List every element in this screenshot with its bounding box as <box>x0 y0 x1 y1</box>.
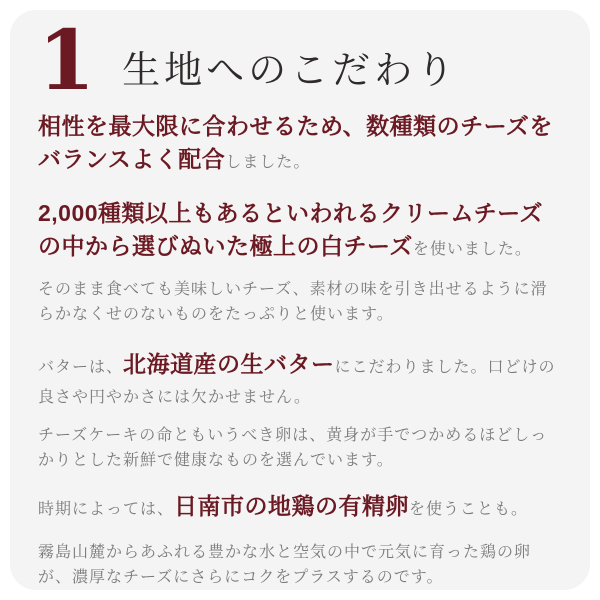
plain-text: バターは、 <box>38 359 124 376</box>
paragraph-fertilized-egg <box>38 491 564 525</box>
plain-text: そのまま食べても美味しいチーズ、素材の味を引き出せるように滑らかなくせのないものをたっぷりと使います。 <box>38 281 548 323</box>
plain-text: にこだわりました。口どけの良さや円やかさには欠かせません。 <box>38 359 556 406</box>
plain-text: しました。 <box>225 154 311 171</box>
paragraph-egg <box>38 423 564 473</box>
emphasis-text: 日南市の地鶏の有精卵 <box>174 493 410 519</box>
emphasis-text: 北海道産の生バター <box>123 351 335 377</box>
plain-text: 霧島山麓からあふれる豊かな水と空気の中で元気に育った鶏の卵が、濃厚なチーズにさらにコクをプラスするのです。 <box>38 544 532 586</box>
plain-text: を使いました。 <box>412 241 532 258</box>
plain-text: 時期によっては、 <box>38 501 175 518</box>
section-number: 1 <box>38 13 96 109</box>
feature-card <box>10 10 590 590</box>
paragraph-cream-cheese <box>38 197 564 266</box>
paragraph-butter <box>38 349 564 413</box>
paragraph-kirishima <box>38 540 564 590</box>
emphasis-text: 2,000種類以上もあるといわれるクリームチーズの中から選びぬいた極上の白チーズ <box>38 200 543 259</box>
plain-text: を使うことも。 <box>409 501 529 518</box>
paragraph-cheese-detail <box>38 277 564 327</box>
plain-text: チーズケーキの命ともいうべき卵は、黄身が手でつかめるほどしっかりとした新鮮で健康なものを選んでいます。 <box>38 427 548 469</box>
section-header <box>38 13 564 109</box>
emphasis-text: 相性を最大限に合わせるため、数種類のチーズをバランスよく配合 <box>38 113 553 172</box>
paragraph-cheese-blend <box>38 110 564 179</box>
section-title: 生地へのこだわり <box>122 50 459 92</box>
